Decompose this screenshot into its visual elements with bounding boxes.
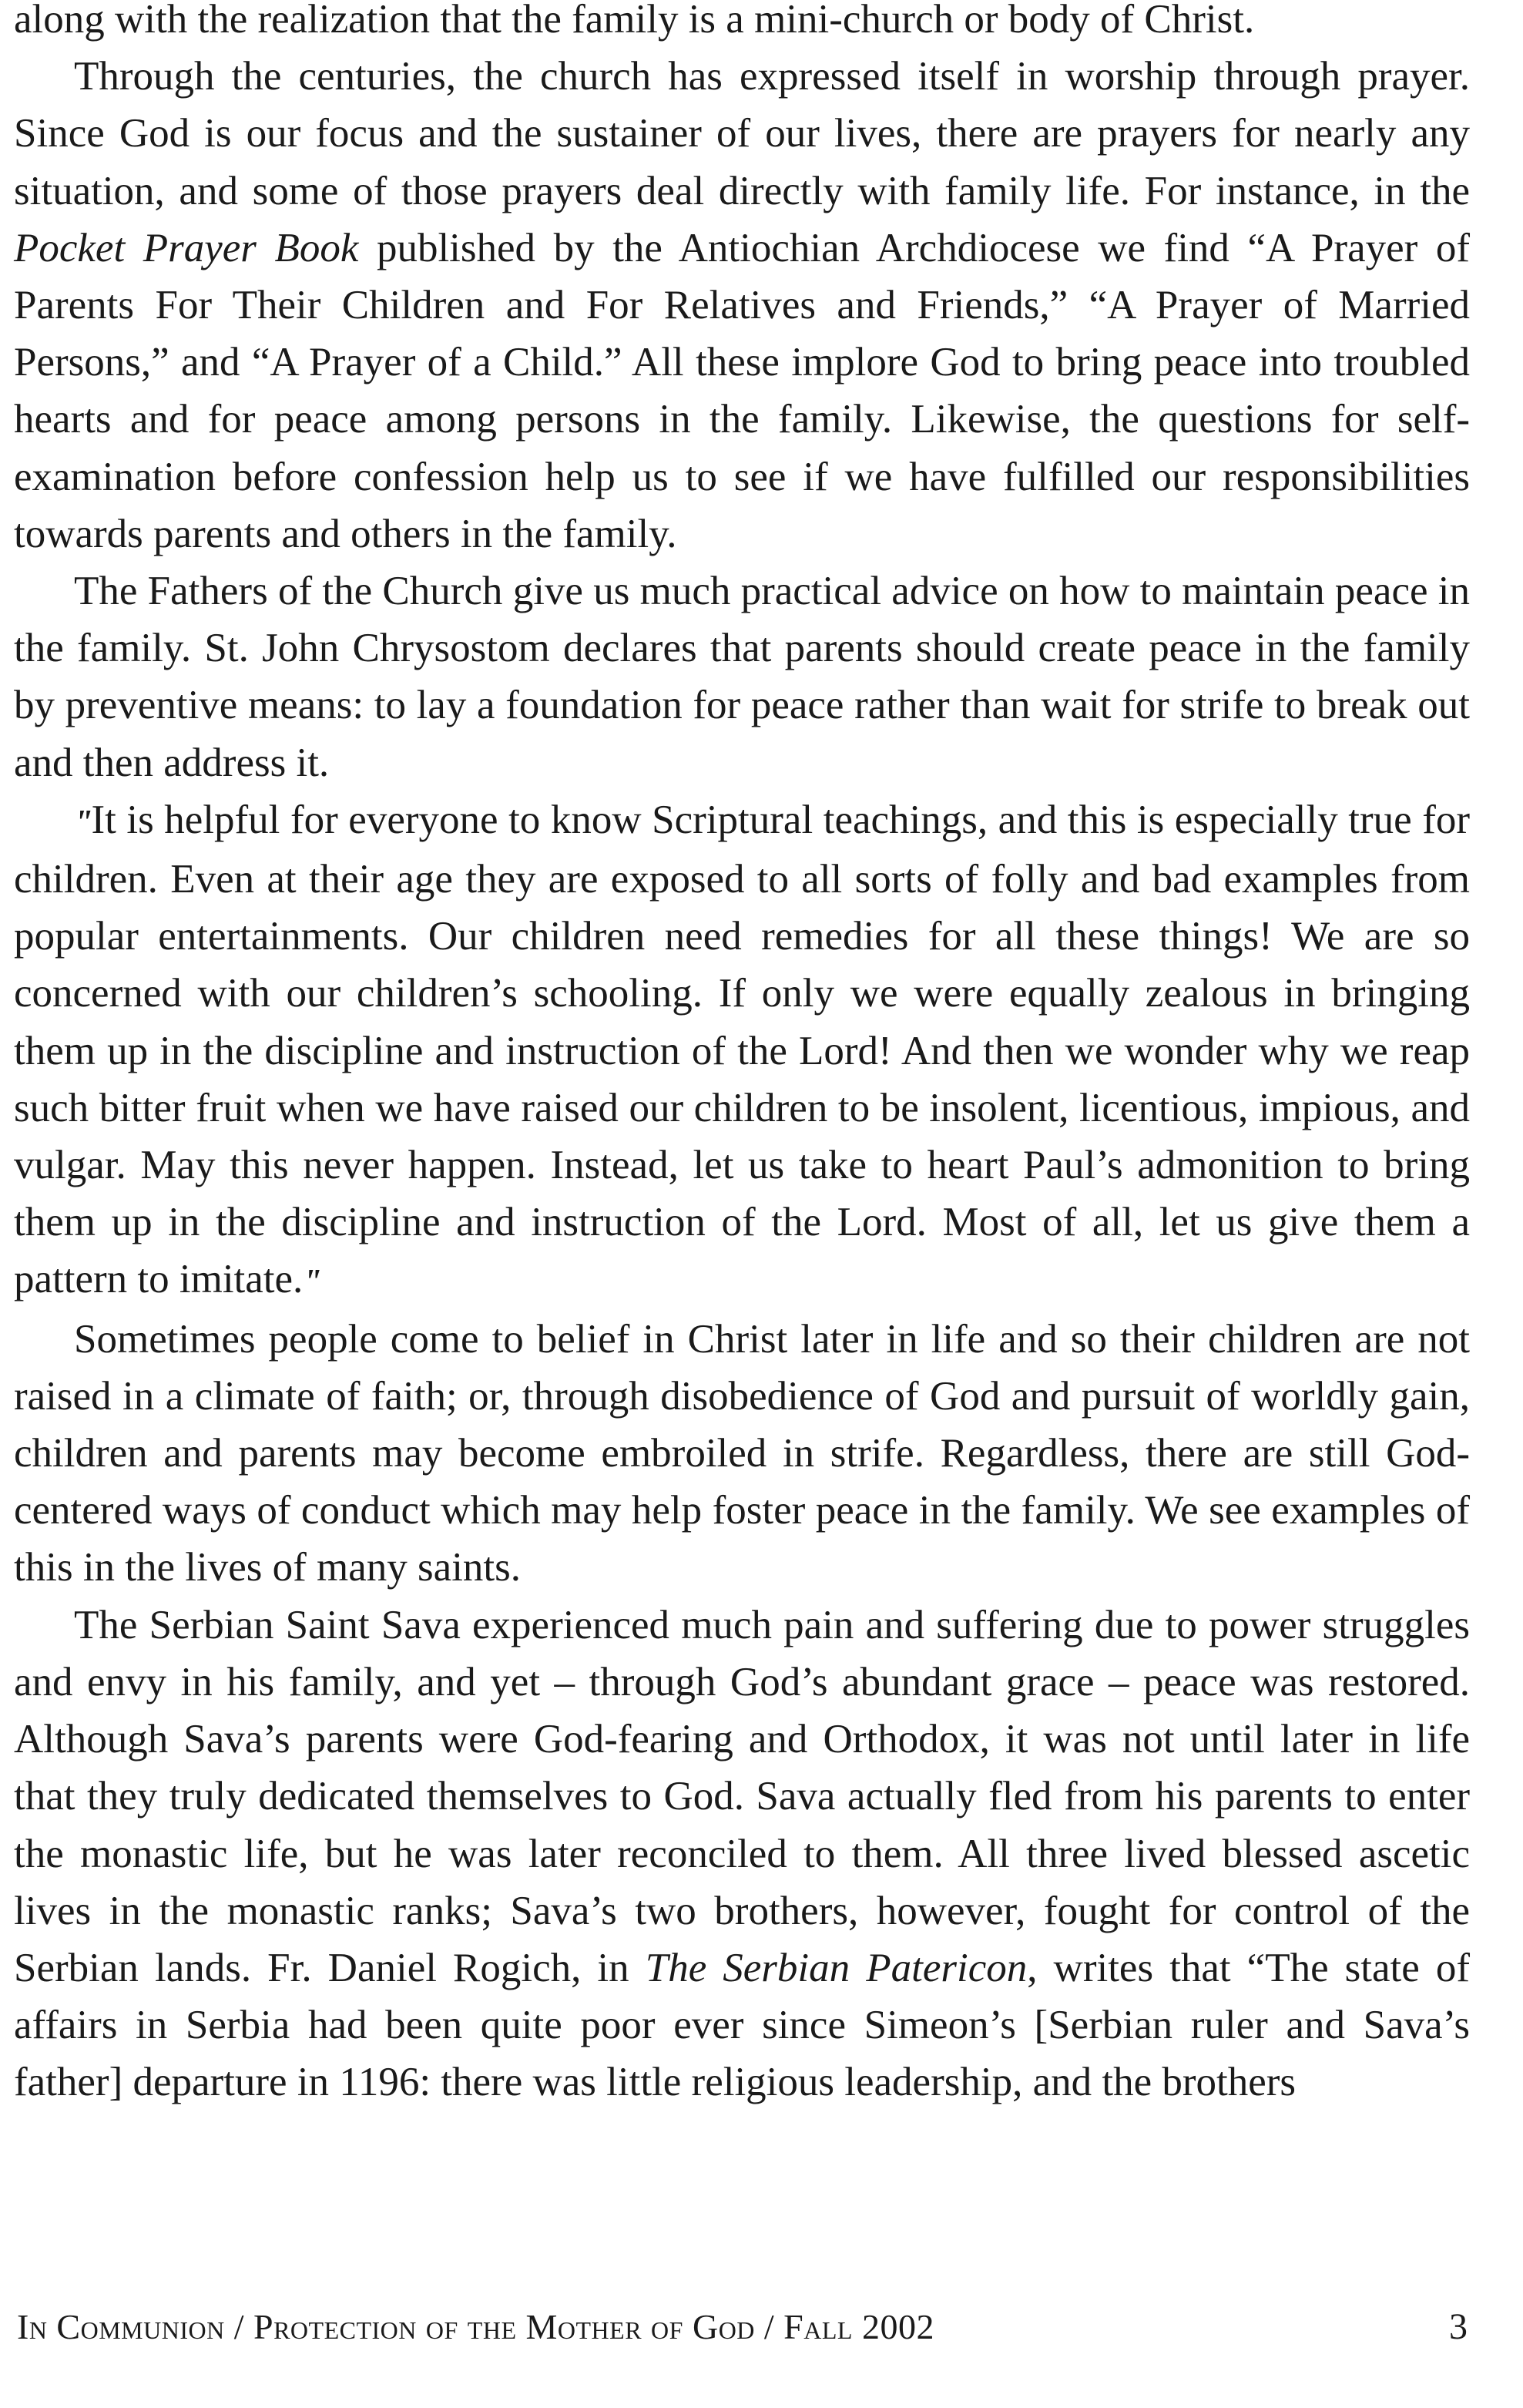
text-run: Sometimes people come to belief in Christ later in life and so their children are not raised in a climate of faith; or, through disobedience of God and pursuit of worldly gain, children and parents may become embroiled in strife. Regardless, there are still God-centered ways of conduct which may help foster peace in the family. We see examples of this in the lives of many saints. [14, 1316, 1470, 1590]
quote-mark: " [74, 802, 92, 841]
paragraph [14, 791, 1470, 1311]
quote-mark: " [303, 1262, 320, 1301]
paragraph [14, 563, 1470, 791]
text-run: published by the Antiochian Archdiocese we find “A Prayer of Parents For Their Children and For Relatives and Friends,” “A Prayer of Married Persons,” and “A Prayer of a Child.” All these implore God to bring peace into troubled hearts and for peace among persons in the family. Likewise, the questions for self-examination before confession help us to see if we have fulfilled our responsibilities towards parents and others in the family. [14, 225, 1470, 556]
paragraph [14, 48, 1470, 563]
text-run: Through the centuries, the church has expressed itself in worship through prayer. Since God is our focus and the sustainer of our lives, there are prayers for nearly any situation, and some of those prayers deal directly with family life. For instance, in the [14, 54, 1470, 213]
running-head: In Communion / Protection of the Mother of God / Fall 2002 [17, 2307, 934, 2346]
body-text [14, 0, 1470, 2111]
italic-title: The Serbian Patericon [645, 1945, 1028, 1990]
text-run: The Serbian Saint Sava experienced much pain and suffering due to power struggles and envy in his family, and yet – through God’s abundant grace – peace was restored. Although Sava’s parents were God-fearing and Orthodox, it was not until later in life that they truly dedicated themselves to God. Sava actually fled from his parents to enter the monastic life, but he was later reconciled to them. All three lived blessed ascetic lives in the monastic ranks; Sava’s two brothers, however, fought for control of the Serbian lands. Fr. Daniel Rogich, in [14, 1602, 1470, 1990]
paragraph [14, 1311, 1470, 1597]
text-run: along with the realization that the family is a mini-church or body of Christ. [14, 0, 1255, 42]
italic-title: Pocket Prayer Book [14, 225, 359, 270]
page-footer [17, 2306, 1468, 2348]
text-run: It is helpful for everyone to know Scriptural teachings, and this is especially true for children. Even at their age they are exposed to all sorts of folly and bad examples from popular entertainments. Our children need remedies for all these things! We are so concerned with our children’s schooling. If only we were equally zealous in bringing them up in the discipline and instruction of the Lord! And then we wonder why we reap such bitter fruit when we have raised our children to be insolent, licentious, impious, and vulgar. May this never happen. Instead, let us take to heart Paul’s admonition to bring them up in the discipline and instruction of the Lord. Most of all, let us give them a pattern to imitate. [14, 797, 1470, 1302]
text-run: , writes that “The state of affairs in Serbia had been quite poor ever since Simeon’s [Serbian ruler and Sava’s father] departure in 1196: there was little religious leadership, and the brothers [14, 1945, 1471, 2105]
paragraph [14, 1597, 1470, 2111]
text-run: The Fathers of the Church give us much practical advice on how to maintain peace in the family. St. John Chrysostom declares that parents should create peace in the family by preventive means: to lay a foundation for peace rather than wait for strife to break out and then address it. [14, 569, 1470, 785]
paragraph [14, 0, 1470, 48]
page-number: 3 [1449, 2306, 1468, 2347]
